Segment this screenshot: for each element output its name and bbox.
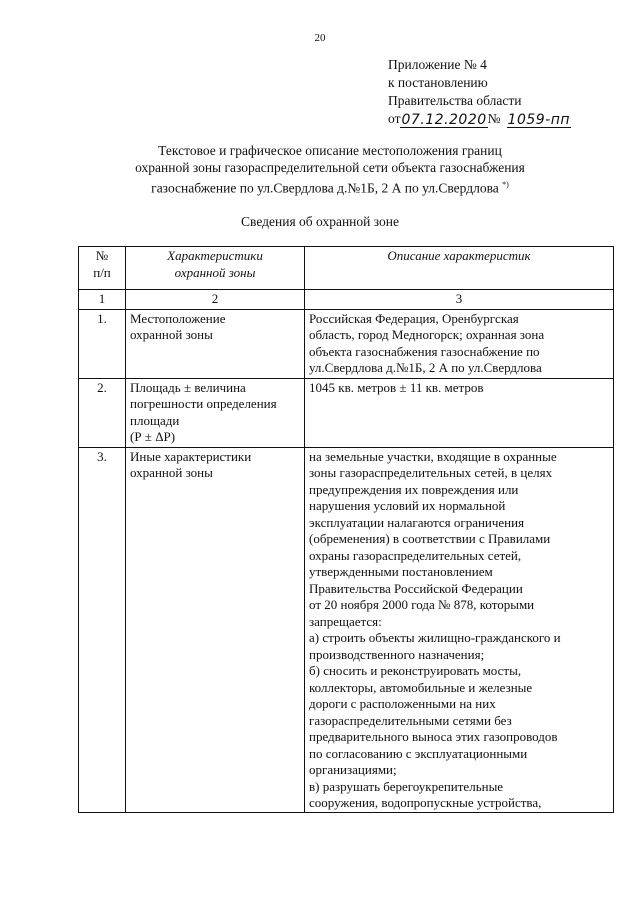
row-description: на земельные участки, входящие в охранные зоны газораспределительных сетей, в целях предупреждения их повреждения или нарушения условий их нормальной эксплуатации налагаются ограничения (обременения) в соответствии с Правилами охраны газораспределительных сетей, утвержденными постановлением Правительства Российской Федерации от 20 ноября 2000 года № 878, которыми запрещается: а) строить объекты жилищно-гражданского и производственного назначения; б) сносить и реконструировать мосты, коллекторы, автомобильные и железные дороги с расположенными на них газораспределительными сетями без предварительного выноса этих газопроводов по согласованию с эксплуатационными организациями; в) разрушать берегоукрепительные сооружения, водопропускные устройства, — [305, 447, 614, 812]
row-number: 3. — [79, 447, 126, 812]
numbering-cell: 3 — [305, 290, 614, 310]
table-row — [79, 378, 614, 447]
appendix-line-1: Приложение № 4 — [388, 57, 487, 72]
row-number: 2. — [79, 378, 126, 447]
appendix-line-2: к постановлению — [388, 75, 488, 90]
document-title — [80, 142, 580, 197]
handwritten-date: 07.12.2020 — [401, 112, 487, 128]
title-line-2: охранной зоны газораспределительной сети объекта газоснабжения — [135, 160, 525, 175]
row-characteristic: Местоположение охранной зоны — [126, 309, 305, 378]
numbering-cell: 2 — [126, 290, 305, 310]
numbering-cell: 1 — [79, 290, 126, 310]
table-header-row — [79, 247, 614, 290]
zone-info-table — [78, 246, 614, 813]
table-row — [79, 447, 614, 812]
number-prefix: № — [487, 111, 501, 126]
title-line-3: газоснабжение по ул.Свердлова д.№1Б, 2 А по ул.Свердлова *) — [151, 180, 509, 196]
appendix-line-3: Правительства области — [388, 93, 522, 108]
title-line-1: Текстовое и графическое описание местоположения границ — [158, 143, 502, 158]
row-description: Российская Федерация, Оренбургская область, город Медногорск; охранная зона объекта газоснабжения газоснабжение по ул.Свердлова д.№1Б, 2 А по ул.Свердлова — [305, 309, 614, 378]
section-subtitle: Сведения об охранной зоне — [241, 214, 399, 229]
date-prefix: от — [388, 111, 401, 126]
row-description: 1045 кв. метров ± 11 кв. метров — [305, 378, 614, 447]
row-characteristic: Площадь ± величина погрешности определения площади (Р ± ΔР) — [126, 378, 305, 447]
appendix-block — [388, 56, 571, 128]
page-number: 20 — [314, 32, 326, 44]
header-description-cell: Описание характеристик — [305, 247, 614, 290]
header-characteristics-cell: Характеристики охранной зоны — [126, 247, 305, 290]
footnote-mark: *) — [502, 180, 509, 189]
header-number-cell: № п/п — [79, 247, 126, 290]
table-numbering-row — [79, 290, 614, 310]
row-number: 1. — [79, 309, 126, 378]
row-characteristic: Иные характеристики охранной зоны — [126, 447, 305, 812]
appendix-date-line — [388, 110, 571, 128]
handwritten-number: 1059-пп — [507, 112, 571, 128]
table-row — [79, 309, 614, 378]
